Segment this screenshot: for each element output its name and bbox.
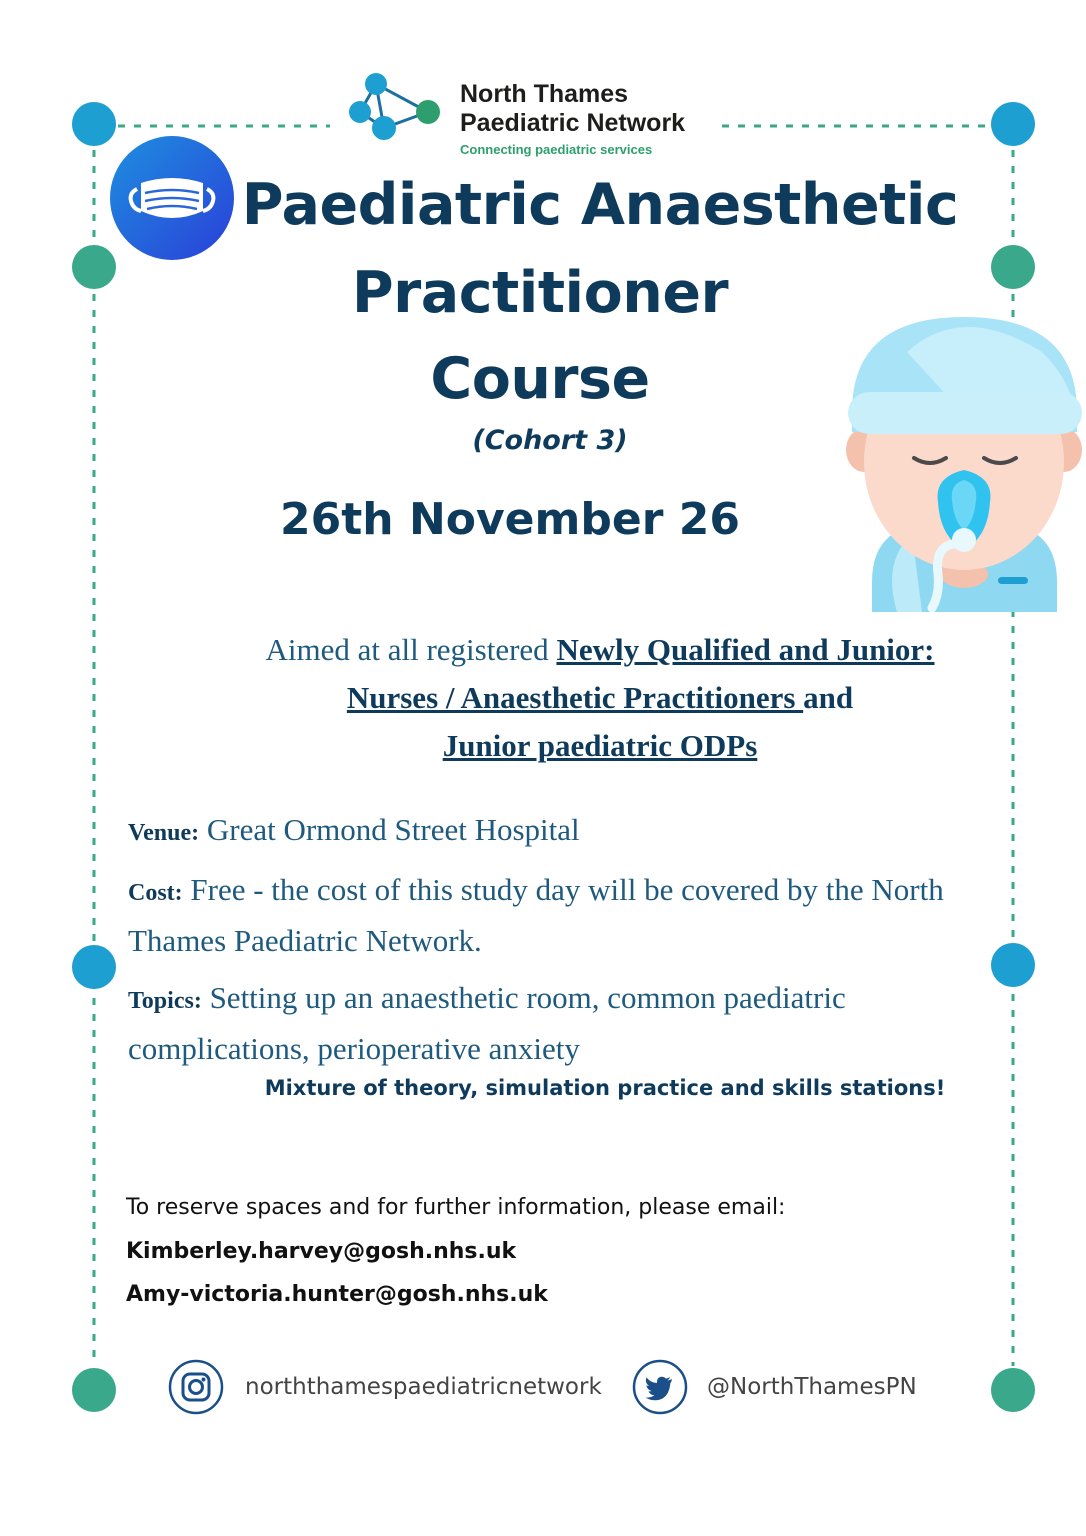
course-title-line-3: Course: [430, 346, 650, 412]
topics-label: Topics:: [128, 988, 202, 1014]
course-title-line-2: Practitioner: [351, 260, 729, 326]
side-dot-left-middle: [72, 945, 116, 989]
logo-line-2: Paediatric Network: [460, 109, 686, 137]
contact-email-2[interactable]: Amy-victoria.hunter@gosh.nhs.uk: [126, 1282, 548, 1307]
cost-value: Free - the cost of this study day will be covered by the North Thames Paediatric Network.: [128, 872, 944, 958]
network-logo-icon: [340, 70, 450, 145]
twitter-icon[interactable]: [632, 1359, 688, 1415]
course-title-line-1: Paediatric Anaesthetic: [241, 172, 959, 238]
audience-statement: [200, 626, 1000, 770]
instagram-icon[interactable]: [168, 1359, 224, 1415]
corner-dot-top-right: [991, 102, 1035, 146]
format-highlight: Mixture of theory, simulation practice and skills stations!: [264, 1076, 946, 1100]
venue-value: Great Ormond Street Hospital: [199, 812, 580, 847]
twitter-handle[interactable]: @NorthThamesPN: [707, 1374, 917, 1400]
side-dot-right-upper: [991, 245, 1035, 289]
audience-group-2: Nurses / Anaesthetic Practitioners: [346, 680, 804, 715]
cost-line: [128, 866, 998, 965]
topics-line: [128, 974, 998, 1073]
instagram-handle[interactable]: norththamespaediatricnetwork: [245, 1374, 602, 1400]
corner-dot-bottom-left: [72, 1368, 116, 1412]
course-date: 26th November 26: [280, 494, 740, 545]
topics-value: Setting up an anaesthetic room, common paediatric complications, perioperative anxiety: [128, 980, 846, 1066]
contact-intro: To reserve spaces and for further information, please email:: [126, 1195, 786, 1220]
venue-line: [128, 806, 998, 857]
logo-tagline: Connecting paediatric services: [460, 142, 653, 157]
logo-line-1: North Thames: [460, 80, 629, 108]
network-logo: [460, 80, 685, 157]
audience-group-3: Junior paediatric ODPs: [442, 728, 758, 763]
corner-dot-bottom-right: [991, 1368, 1035, 1412]
audience-connector: and: [803, 680, 854, 715]
audience-intro: Aimed at all registered: [265, 632, 557, 667]
contact-section: [126, 1190, 785, 1316]
cost-label: Cost:: [128, 880, 183, 906]
contact-email-1[interactable]: Kimberley.harvey@gosh.nhs.uk: [126, 1239, 517, 1264]
cohort-label: (Cohort 3): [472, 425, 628, 456]
venue-label: Venue:: [128, 820, 200, 846]
audience-group-1: Newly Qualified and Junior:: [556, 632, 935, 667]
